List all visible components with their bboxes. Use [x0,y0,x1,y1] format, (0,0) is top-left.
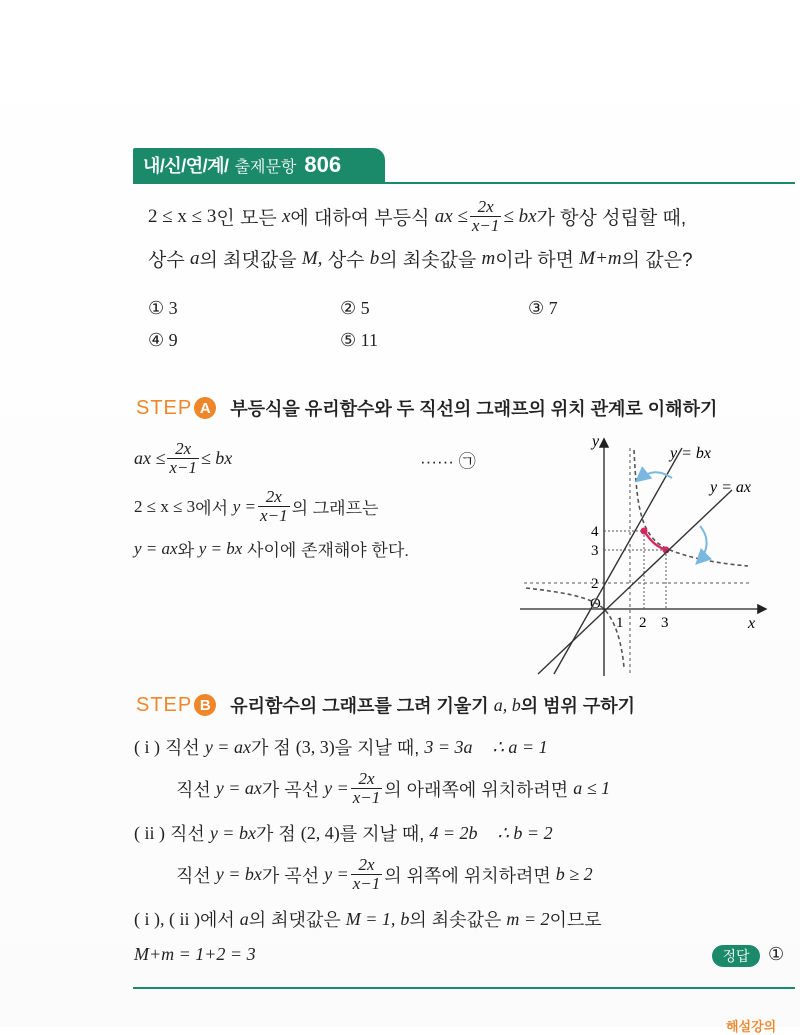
text: 가 항상 성립할 때, [536,208,687,229]
choice-3[interactable]: ③ 7 [528,298,558,318]
choice-2[interactable]: ② 5 [340,298,370,318]
origin-label: O [590,596,601,612]
text: 직선 [170,824,205,844]
math-var: M, [301,247,323,269]
math-expr: 3 = 3a [424,736,473,757]
text: 의 위쪽에 위치하려면 [384,865,551,886]
step-title: 부등식을 유리함수와 두 직선의 그래프의 위치 관계로 이해하기 [230,399,718,419]
text: 가 곡선 [261,865,320,886]
text: 가 곡선 [261,779,320,800]
case-ii-line-1 [134,820,553,846]
case-i-line-1 [134,734,548,760]
math-expr: ≤ bx [503,205,537,227]
step-a-line-2 [134,488,378,525]
math-var: b [400,908,410,929]
series-label: 내/신/연/계/ [143,156,229,176]
math-expr: 4 = 2b [429,822,478,843]
curve-right-branch [634,450,748,566]
problem-number: 806 [304,152,342,177]
line-y-ax [538,490,732,674]
tick-x-2: 2 [639,615,647,631]
math-var: a [190,247,200,269]
math-conclusion: ∴ b = 2 [497,822,553,843]
math-var: m [481,247,496,269]
step-label: STEP [136,693,193,716]
fraction [167,440,199,477]
header-label: 출제문항 [234,158,297,176]
math-range: 2 ≤ x ≤ 3 [148,205,217,227]
step-title-suffix: 의 범위 구하기 [520,696,636,716]
text: 직선 [176,865,211,886]
text: 사이에 존재해야 한다. [247,541,409,560]
case-i-line-2 [176,770,610,807]
step-letter-badge: A [194,397,216,419]
text: 의 최솟값을 [379,250,477,271]
equation-marker: ······ ㉠ [420,452,476,471]
problem-line-2 [148,245,693,272]
math-vars: a, b [493,694,521,715]
text: 에 대하여 부등식 [290,208,430,229]
conclusion-line-2: M+m = 1+2 = 3 [134,944,256,964]
math-expr: ≤ bx [200,448,233,468]
frac-num: 2x [175,439,192,458]
math-expr: y = [232,496,257,516]
text: 상수 [327,250,365,271]
choice-5[interactable]: ⑤ 11 [340,330,378,350]
tick-x-3: 3 [661,615,669,631]
y-axis-label: y [592,433,600,450]
math-expr: ax ≤ [134,448,166,468]
text: 에서 [195,499,229,518]
rational-function-graph [520,428,780,680]
frac-den: x−1 [169,458,197,477]
rotate-arrow-a [698,526,707,562]
frac-den: x−1 [352,788,381,807]
label-y-bx: y = bx [670,445,711,462]
math-expr: y = ax [215,778,262,798]
step-title: 유리함수의 그래프를 그려 기울기 [230,696,489,716]
answer-badge: 정답 [712,945,760,967]
choice-1[interactable]: ① 3 [148,298,178,318]
tick-y-2: 2 [591,576,599,592]
text: 의 그래프는 [291,499,379,518]
text: 이므로 [549,910,602,930]
text: 을 지날 때, [334,738,420,758]
math-expr: y = [324,778,349,798]
text: 와 [177,541,194,560]
math-point: (3, 3) [295,736,335,757]
math-point: (2, 4) [300,822,340,843]
text: 의 최댓값은 [248,910,341,930]
fraction [351,770,383,807]
answer-value: ① [768,944,785,964]
header-rule [133,182,795,184]
case-label: ( i ) [134,736,160,757]
text: 에서 [199,910,235,930]
label-y-ax: y = ax [710,479,751,496]
math-expr: y = bx [209,822,256,843]
curve-left-branch [526,588,624,668]
math-conclusion: ∴ a = 1 [492,736,548,757]
math-expr: ax ≤ [434,205,468,227]
text: 를 지날 때, [339,824,425,844]
math-expr: m = 2 [506,908,550,929]
text: 직선 [165,738,200,758]
math-var: b [369,247,380,269]
frac-den: x−1 [260,506,288,525]
step-a-inequality [134,440,232,477]
step-label: STEP [136,396,193,419]
text: 이라 하면 [495,250,574,271]
tick-x-1: 1 [616,615,624,631]
case-ii-line-2 [176,856,593,893]
frac-num: 2x [477,197,494,216]
math-expr: y = [324,864,349,884]
math-expr: y = ax [134,538,178,558]
math-range: 2 ≤ x ≤ 3 [134,496,196,516]
text: 가 점 [255,824,296,844]
text: 의 최솟값은 [409,910,502,930]
math-expr: M = 1, [345,908,396,929]
math-var: x [281,205,291,227]
text: 의 최댓값을 [199,250,297,271]
math-conclusion: b ≥ 2 [555,864,593,884]
case-labels: ( i ), ( ii ) [134,908,200,929]
text: 가 점 [250,738,291,758]
math-expr: y = bx [198,538,243,558]
math-expr: y = ax [204,736,251,757]
problem-line-1 [148,198,686,235]
frac-num: 2x [265,487,282,506]
frac-den: x−1 [352,874,381,893]
frac-num: 2x [358,769,375,788]
text: 의 값은? [621,250,693,271]
tick-y-3: 3 [591,543,599,559]
text: 상수 [148,250,185,271]
choice-4[interactable]: ④ 9 [148,330,178,350]
conclusion-line-1 [134,906,602,932]
tick-y-4: 4 [591,524,599,540]
text: 인 모든 [216,208,277,229]
math-expr: M+m [579,247,622,269]
step-letter-badge: B [194,694,216,716]
footer-label: 해설강의 [726,1019,777,1034]
bottom-rule [133,987,795,989]
step-a-line-3 [134,536,409,561]
x-axis-label: x [748,615,756,632]
step-a-heading [136,395,717,421]
step-b-heading [136,692,635,718]
fraction [351,856,383,893]
fraction [470,198,502,235]
problem-header-tag [133,148,385,182]
math-var: a [239,908,249,929]
fraction [258,488,290,525]
text: 직선 [176,779,211,800]
frac-num: 2x [358,855,375,874]
math-conclusion: a ≤ 1 [573,778,611,798]
math-expr: y = bx [215,864,262,884]
case-label: ( ii ) [134,822,165,843]
frac-den: x−1 [471,216,500,235]
text: 의 아래쪽에 위치하려면 [384,779,569,800]
